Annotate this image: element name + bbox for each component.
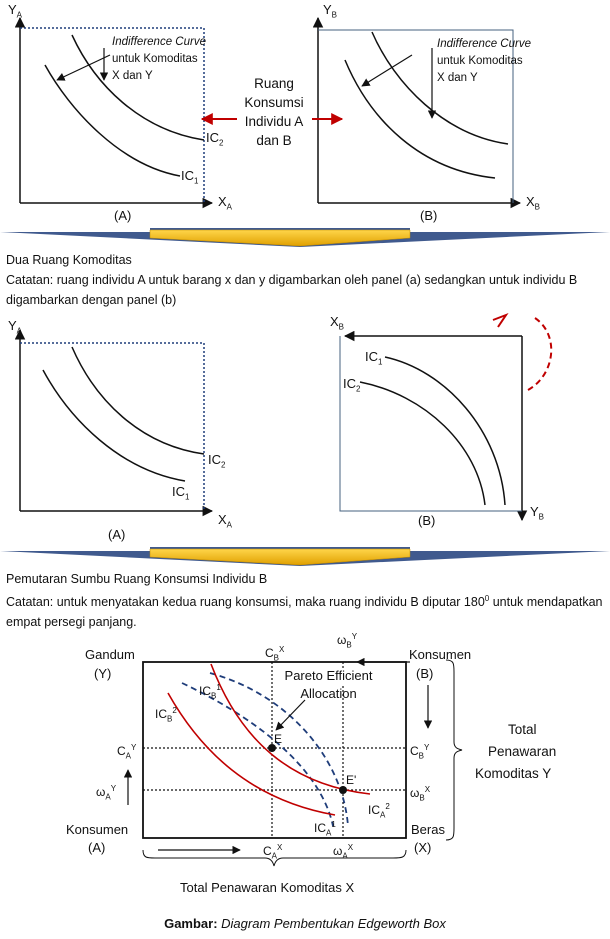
panel1-right-x-label: $X_B$ xyxy=(526,194,541,212)
panel1-left-y-label: $Y_A$ xyxy=(8,2,23,20)
panel2-right-ic2-curve xyxy=(360,382,485,505)
wbx-label: $\omega_B^X$ xyxy=(410,785,431,803)
ica1-curve xyxy=(168,693,335,815)
center-label-4: dan B xyxy=(256,133,292,148)
panel1-right-y-label: $Y_B$ xyxy=(323,2,338,20)
panel1-right-annotation-2: untuk Komoditas xyxy=(437,55,523,67)
cax-label: $C_A^X$ xyxy=(263,843,283,861)
total-x-label: Total Penawaran Komoditas X xyxy=(180,880,355,895)
icb1-label: $IC_B^1$ xyxy=(199,683,221,701)
panel1-right-panel-label: (B) xyxy=(420,208,438,223)
rotation-arrow-curve xyxy=(528,318,551,390)
section2-note: Catatan: untuk menyatakan kedua ruang konsumsi, maka ruang individu B diputar $180^0$ untuk mendapatkan empat persegi panjang. xyxy=(6,594,603,630)
wby-label: $\omega_B^Y$ xyxy=(337,632,358,650)
panel1-right-annotation-3: X dan Y xyxy=(437,72,478,84)
konsumen-b-id: (B) xyxy=(416,666,434,681)
section2-title: Pemutaran Sumbu Ruang Konsumsi Individu B xyxy=(6,572,268,586)
panel2-left-ic1-label: $IC_1$ xyxy=(172,484,190,502)
pareto-label-2: Allocation xyxy=(300,686,357,701)
figure-caption: Gambar: Diagram Pembentukan Edgeworth Box xyxy=(164,916,446,931)
panel2-right-ic1-label: $IC_1$ xyxy=(365,349,383,367)
section1-title: Dua Ruang Komoditas xyxy=(6,253,132,267)
point-e-label: E xyxy=(274,732,283,746)
center-label-3: Individu A xyxy=(244,114,304,129)
way-label: $\omega_A^Y$ xyxy=(96,784,117,802)
panel1-left-ic2-label: $IC_2$ xyxy=(206,130,224,148)
beras-x-label: (X) xyxy=(414,840,432,855)
konsumen-a-id: (A) xyxy=(88,840,106,855)
cay-label: $C_A^Y$ xyxy=(117,743,137,761)
center-label-1: Ruang xyxy=(254,76,294,91)
panel1-right-annotation-1: Indifference Curve xyxy=(437,38,531,50)
separator-arrow-1 xyxy=(0,228,610,247)
panel2-left-ic2-label: $IC_2$ xyxy=(208,452,226,470)
panel2-right-ic2-label: $IC_2$ xyxy=(343,376,361,394)
panel2-right xyxy=(340,315,551,520)
panel2-right-ic1-curve xyxy=(385,357,505,505)
total-y-brace xyxy=(446,660,462,840)
panel1-left-x-label: $X_A$ xyxy=(218,194,233,212)
beras-label: Beras xyxy=(411,822,445,837)
panel1-left-ic1-label: $IC_1$ xyxy=(181,168,199,186)
total-y-label-2: Penawaran xyxy=(488,744,557,759)
panel2-right-y-label: $Y_B$ xyxy=(530,504,545,522)
konsumen-b-label: Konsumen xyxy=(409,647,472,662)
cbx-label: $C_B^X$ xyxy=(265,645,285,663)
pareto-label-1: Pareto Efficient xyxy=(276,668,381,684)
ica2-label: $IC_A^2$ xyxy=(368,802,390,820)
cby-label: $C_B^Y$ xyxy=(410,743,430,761)
panel2-left-y-label: $Y_A$ xyxy=(8,318,23,336)
panel2-right-x-label: $X_B$ xyxy=(330,314,345,332)
rotation-arrow-head xyxy=(493,315,506,327)
gandum-y-label: (Y) xyxy=(94,666,112,681)
gandum-label: Gandum xyxy=(85,647,135,662)
panel1-left-annotation-3: X dan Y xyxy=(112,70,153,82)
panel1-left-annotation-1: Indifference Curve xyxy=(112,36,206,48)
panel2-left-ic2-curve xyxy=(72,347,204,454)
ica1-label: $IC_A^1$ xyxy=(314,820,336,838)
panel1-left-panel-label: (A) xyxy=(114,208,132,223)
total-y-label-3: Komoditas Y xyxy=(475,766,552,781)
panel2-left-x-label: $X_A$ xyxy=(218,512,233,530)
panel2-left-panel-label: (A) xyxy=(108,527,126,542)
panel2-right-panel-label: (B) xyxy=(418,513,436,528)
panel1-left-annotation-2: untuk Komoditas xyxy=(112,53,198,65)
konsumen-a-label: Konsumen xyxy=(66,822,129,837)
section1-note: Catatan: ruang individu A untuk barang x dan y digambarkan oleh panel (a) sedangkan untuk individu B digambarkan dengan panel (b) xyxy=(6,273,578,307)
panel1-left-annotation-arrow-ic1 xyxy=(57,55,110,80)
center-label-2: Konsumsi xyxy=(244,95,304,110)
point-e-prime-label: E' xyxy=(346,773,357,787)
separator-arrow-2 xyxy=(0,547,610,566)
icb2-label: $IC_B^2$ xyxy=(155,706,177,724)
wax-label: $\omega_A^X$ xyxy=(333,843,354,861)
total-y-label-1: Total xyxy=(508,722,537,737)
icb2-curve xyxy=(182,683,333,826)
panel2-left-ic1-curve xyxy=(43,370,185,481)
